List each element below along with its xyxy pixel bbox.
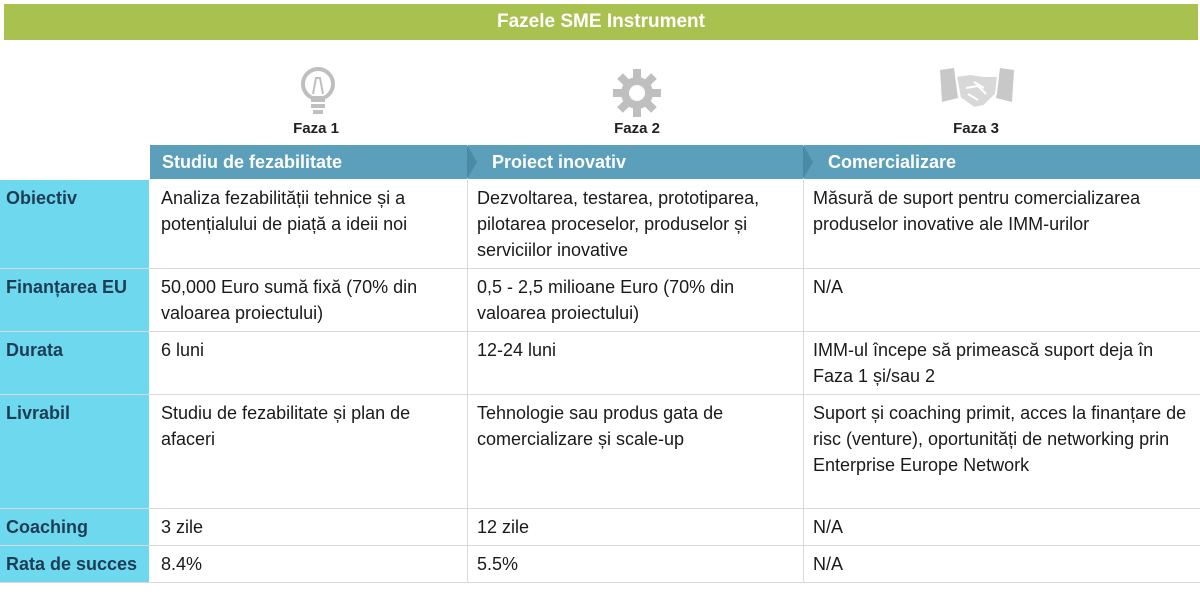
phase-2-label: Faza 2 — [614, 120, 660, 137]
phase-3-name: Comercializare — [828, 151, 957, 172]
table-cell: N/A — [813, 277, 844, 297]
column-divider — [467, 180, 468, 582]
chevron-right-icon — [467, 145, 477, 179]
table-cell: Tehnologie sau produs gata de comercializare și scale-up — [477, 403, 724, 449]
table-cell: 12-24 luni — [477, 340, 557, 360]
page-title: Fazele SME Instrument — [4, 4, 1198, 40]
row-label-coaching: Coaching — [0, 509, 149, 545]
table-cell: 8.4% — [161, 554, 203, 574]
phase-1-label: Faza 1 — [293, 120, 339, 137]
phase-3-header — [804, 145, 1200, 179]
gear-icon — [612, 68, 662, 118]
row-label-finantarea: Finanțarea EU — [0, 269, 149, 331]
row-divider — [0, 582, 1200, 583]
table-cell: 12 zile — [477, 517, 530, 537]
table-cell: N/A — [813, 554, 844, 574]
phase-2-name: Proiect inovativ — [492, 151, 627, 172]
handshake-icon — [938, 66, 1016, 112]
table-cell: 6 luni — [161, 340, 205, 360]
table-cell: 0,5 - 2,5 milioane Euro (70% din valoarea proiectului) — [477, 277, 735, 323]
phase-3-label: Faza 3 — [953, 120, 999, 137]
table-cell: IMM-ul începe să primească suport deja în Faza 1 și/sau 2 — [813, 340, 1154, 386]
table-cell: Măsură de suport pentru comercializarea produselor inovative ale IMM-urilor — [813, 188, 1141, 234]
table-cell: Studiu de fezabilitate și plan de afaceri — [161, 403, 411, 449]
row-label-livrabil: Livrabil — [0, 395, 149, 508]
column-divider — [803, 180, 804, 582]
lightbulb-icon — [298, 66, 338, 116]
table-cell: 3 zile — [161, 517, 204, 537]
table-cell: 5.5% — [477, 554, 519, 574]
phase-1-header — [150, 145, 467, 179]
row-label-rata-de-succes: Rata de succes — [0, 546, 149, 582]
row-label-durata: Durata — [0, 332, 149, 394]
row-label-obiectiv: Obiectiv — [0, 180, 149, 268]
phase-2-header — [468, 145, 803, 179]
table-cell: N/A — [813, 517, 844, 537]
table-cell: Dezvoltarea, testarea, prototiparea, pilotarea proceselor, produselor și serviciilor inovative — [477, 188, 760, 260]
phase-1-name: Studiu de fezabilitate — [162, 151, 343, 172]
table-cell: Analiza fezabilității tehnice și a potențialului de piață a ideii noi — [161, 188, 408, 234]
table-cell: 50,000 Euro sumă fixă (70% din valoarea proiectului) — [161, 277, 418, 323]
chevron-right-icon — [803, 145, 813, 179]
table-cell: Suport și coaching primit, acces la finanțare de risc (venture), oportunități de networking prin Enterprise Europe Network — [813, 403, 1187, 475]
